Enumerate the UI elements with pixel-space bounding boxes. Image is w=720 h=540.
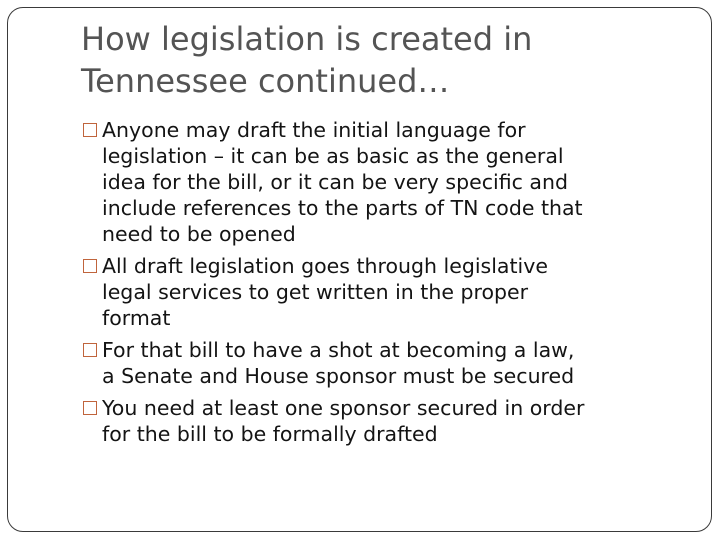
bullet-text-line: You need at least one sponsor secured in order <box>102 396 585 420</box>
hollow-square-bullet-icon <box>83 343 97 357</box>
bullet-text-line: legal services to get written in the proper <box>102 280 529 304</box>
slide-title-line: Tennessee continued… <box>81 62 450 100</box>
bullet-list <box>82 117 692 453</box>
hollow-square-bullet-icon <box>83 259 97 273</box>
hollow-square-bullet-icon <box>83 401 97 415</box>
bullet-text-line: For that bill to have a shot at becoming a law, <box>102 338 575 362</box>
bullet-text-line: legislation – it can be as basic as the general <box>102 144 564 168</box>
bullet-text-line: Anyone may draft the initial language for <box>102 118 526 142</box>
bullet-item <box>82 117 692 247</box>
bullet-text-line: idea for the bill, or it can be very specific and <box>102 170 568 194</box>
bullet-text-line: for the bill to be formally drafted <box>102 422 438 446</box>
bullet-text-line: include references to the parts of TN code that <box>102 196 583 220</box>
bullet-text-line: need to be opened <box>102 222 296 246</box>
slide-title <box>81 18 681 102</box>
bullet-text-line: format <box>102 306 171 330</box>
hollow-square-bullet-icon <box>83 123 97 137</box>
bullet-text-line: a Senate and House sponsor must be secured <box>102 364 575 388</box>
bullet-item <box>82 253 692 331</box>
bullet-text-line: All draft legislation goes through legislative <box>102 254 548 278</box>
bullet-item <box>82 395 692 447</box>
bullet-item <box>82 337 692 389</box>
slide-title-line: How legislation is created in <box>81 20 533 58</box>
